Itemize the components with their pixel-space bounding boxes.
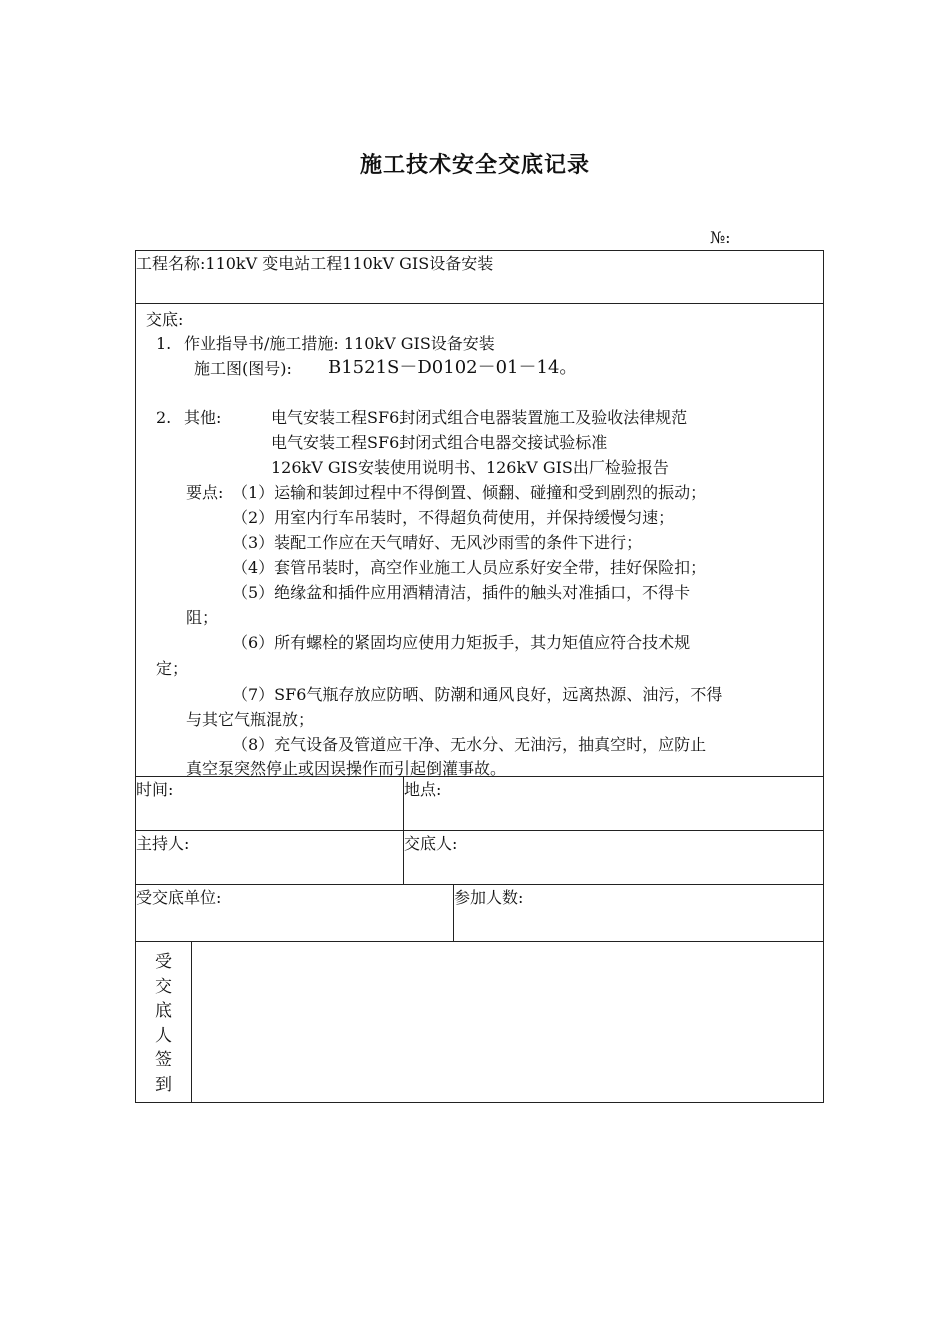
attendees-label: 参加人数: xyxy=(454,888,524,907)
host-cell[interactable] xyxy=(136,831,404,885)
key-point-continuation: 定； xyxy=(156,659,189,678)
document-title: 施工技术安全交底记录 xyxy=(359,153,590,178)
key-point: （8）充气设备及管道应干净、无水分、无油污，抽真空时，应防止 xyxy=(232,735,707,754)
signature-label-char: 底 xyxy=(155,1001,172,1021)
briefing-content-cell xyxy=(136,304,824,777)
presenter-label: 交底人: xyxy=(404,834,458,853)
item1-number: 1. xyxy=(156,334,172,353)
presenter-cell[interactable] xyxy=(404,831,824,885)
host-label: 主持人: xyxy=(136,834,190,853)
key-point: （1）运输和装卸过程中不得倒置、倾翻、碰撞和受到剧烈的振动； xyxy=(232,483,707,502)
key-points-label: 要点: xyxy=(186,483,224,502)
key-point: （4）套管吊装时，高空作业施工人员应系好安全带，挂好保险扣； xyxy=(232,558,707,577)
place-label: 地点: xyxy=(404,780,442,799)
item1-text: 作业指导书/施工措施: 110kV GIS设备安装 xyxy=(184,334,495,353)
place-cell[interactable] xyxy=(404,777,824,831)
document-number-label: №: xyxy=(710,228,731,247)
signature-area[interactable] xyxy=(192,942,824,1103)
key-point: （7）SF6气瓶存放应防晒、防潮和通风良好，远离热源、油污，不得 xyxy=(232,685,723,704)
key-point-continuation: 阻； xyxy=(186,608,219,627)
key-point: （5）绝缘盆和插件应用酒精清洁，插件的触头对准插口，不得卡 xyxy=(232,583,691,602)
reference-item: 电气安装工程SF6封闭式组合电器装置施工及验收法律规范 xyxy=(271,408,688,427)
project-name: 工程名称:110kV 变电站工程110kV GIS设备安装 xyxy=(136,254,494,273)
briefing-heading: 交底: xyxy=(146,310,184,329)
drawing-number: B1521S－D0102－01－14。 xyxy=(328,357,578,378)
signature-label-char: 人 xyxy=(155,1025,172,1046)
key-point: （6）所有螺栓的紧固均应使用力矩扳手，其力矩值应符合技术规 xyxy=(232,633,691,652)
item2-number: 2. xyxy=(156,408,172,427)
project-name-cell xyxy=(136,251,824,304)
record-table xyxy=(135,250,824,1103)
time-cell[interactable] xyxy=(136,777,404,831)
key-point: （3）装配工作应在天气晴好、无风沙雨雪的条件下进行； xyxy=(232,533,643,552)
receiving-unit-cell[interactable] xyxy=(136,885,454,942)
reference-item: 电气安装工程SF6封闭式组合电器交接试验标准 xyxy=(271,433,608,452)
signature-label-char: 到 xyxy=(155,1074,172,1095)
time-label: 时间: xyxy=(136,780,174,799)
receiving-unit-label: 受交底单位: xyxy=(136,888,222,907)
key-point: （2）用室内行车吊装时，不得超负荷使用，并保持缓慢匀速； xyxy=(232,508,675,527)
signature-label-cell xyxy=(136,942,192,1103)
drawing-label: 施工图(图号): xyxy=(194,359,292,378)
reference-item: 126kV GIS安装使用说明书、126kV GIS出厂检验报告 xyxy=(271,458,669,477)
item2-prefix: 其他: xyxy=(184,408,222,427)
signature-label-char: 交 xyxy=(155,976,172,997)
signature-label-char: 受 xyxy=(155,952,172,972)
key-point-continuation: 真空泵突然停止或因误操作而引起倒灌事故。 xyxy=(186,759,507,778)
signature-label-char: 签 xyxy=(155,1050,172,1070)
key-point-continuation: 与其它气瓶混放； xyxy=(186,710,315,729)
attendees-cell[interactable] xyxy=(454,885,824,942)
